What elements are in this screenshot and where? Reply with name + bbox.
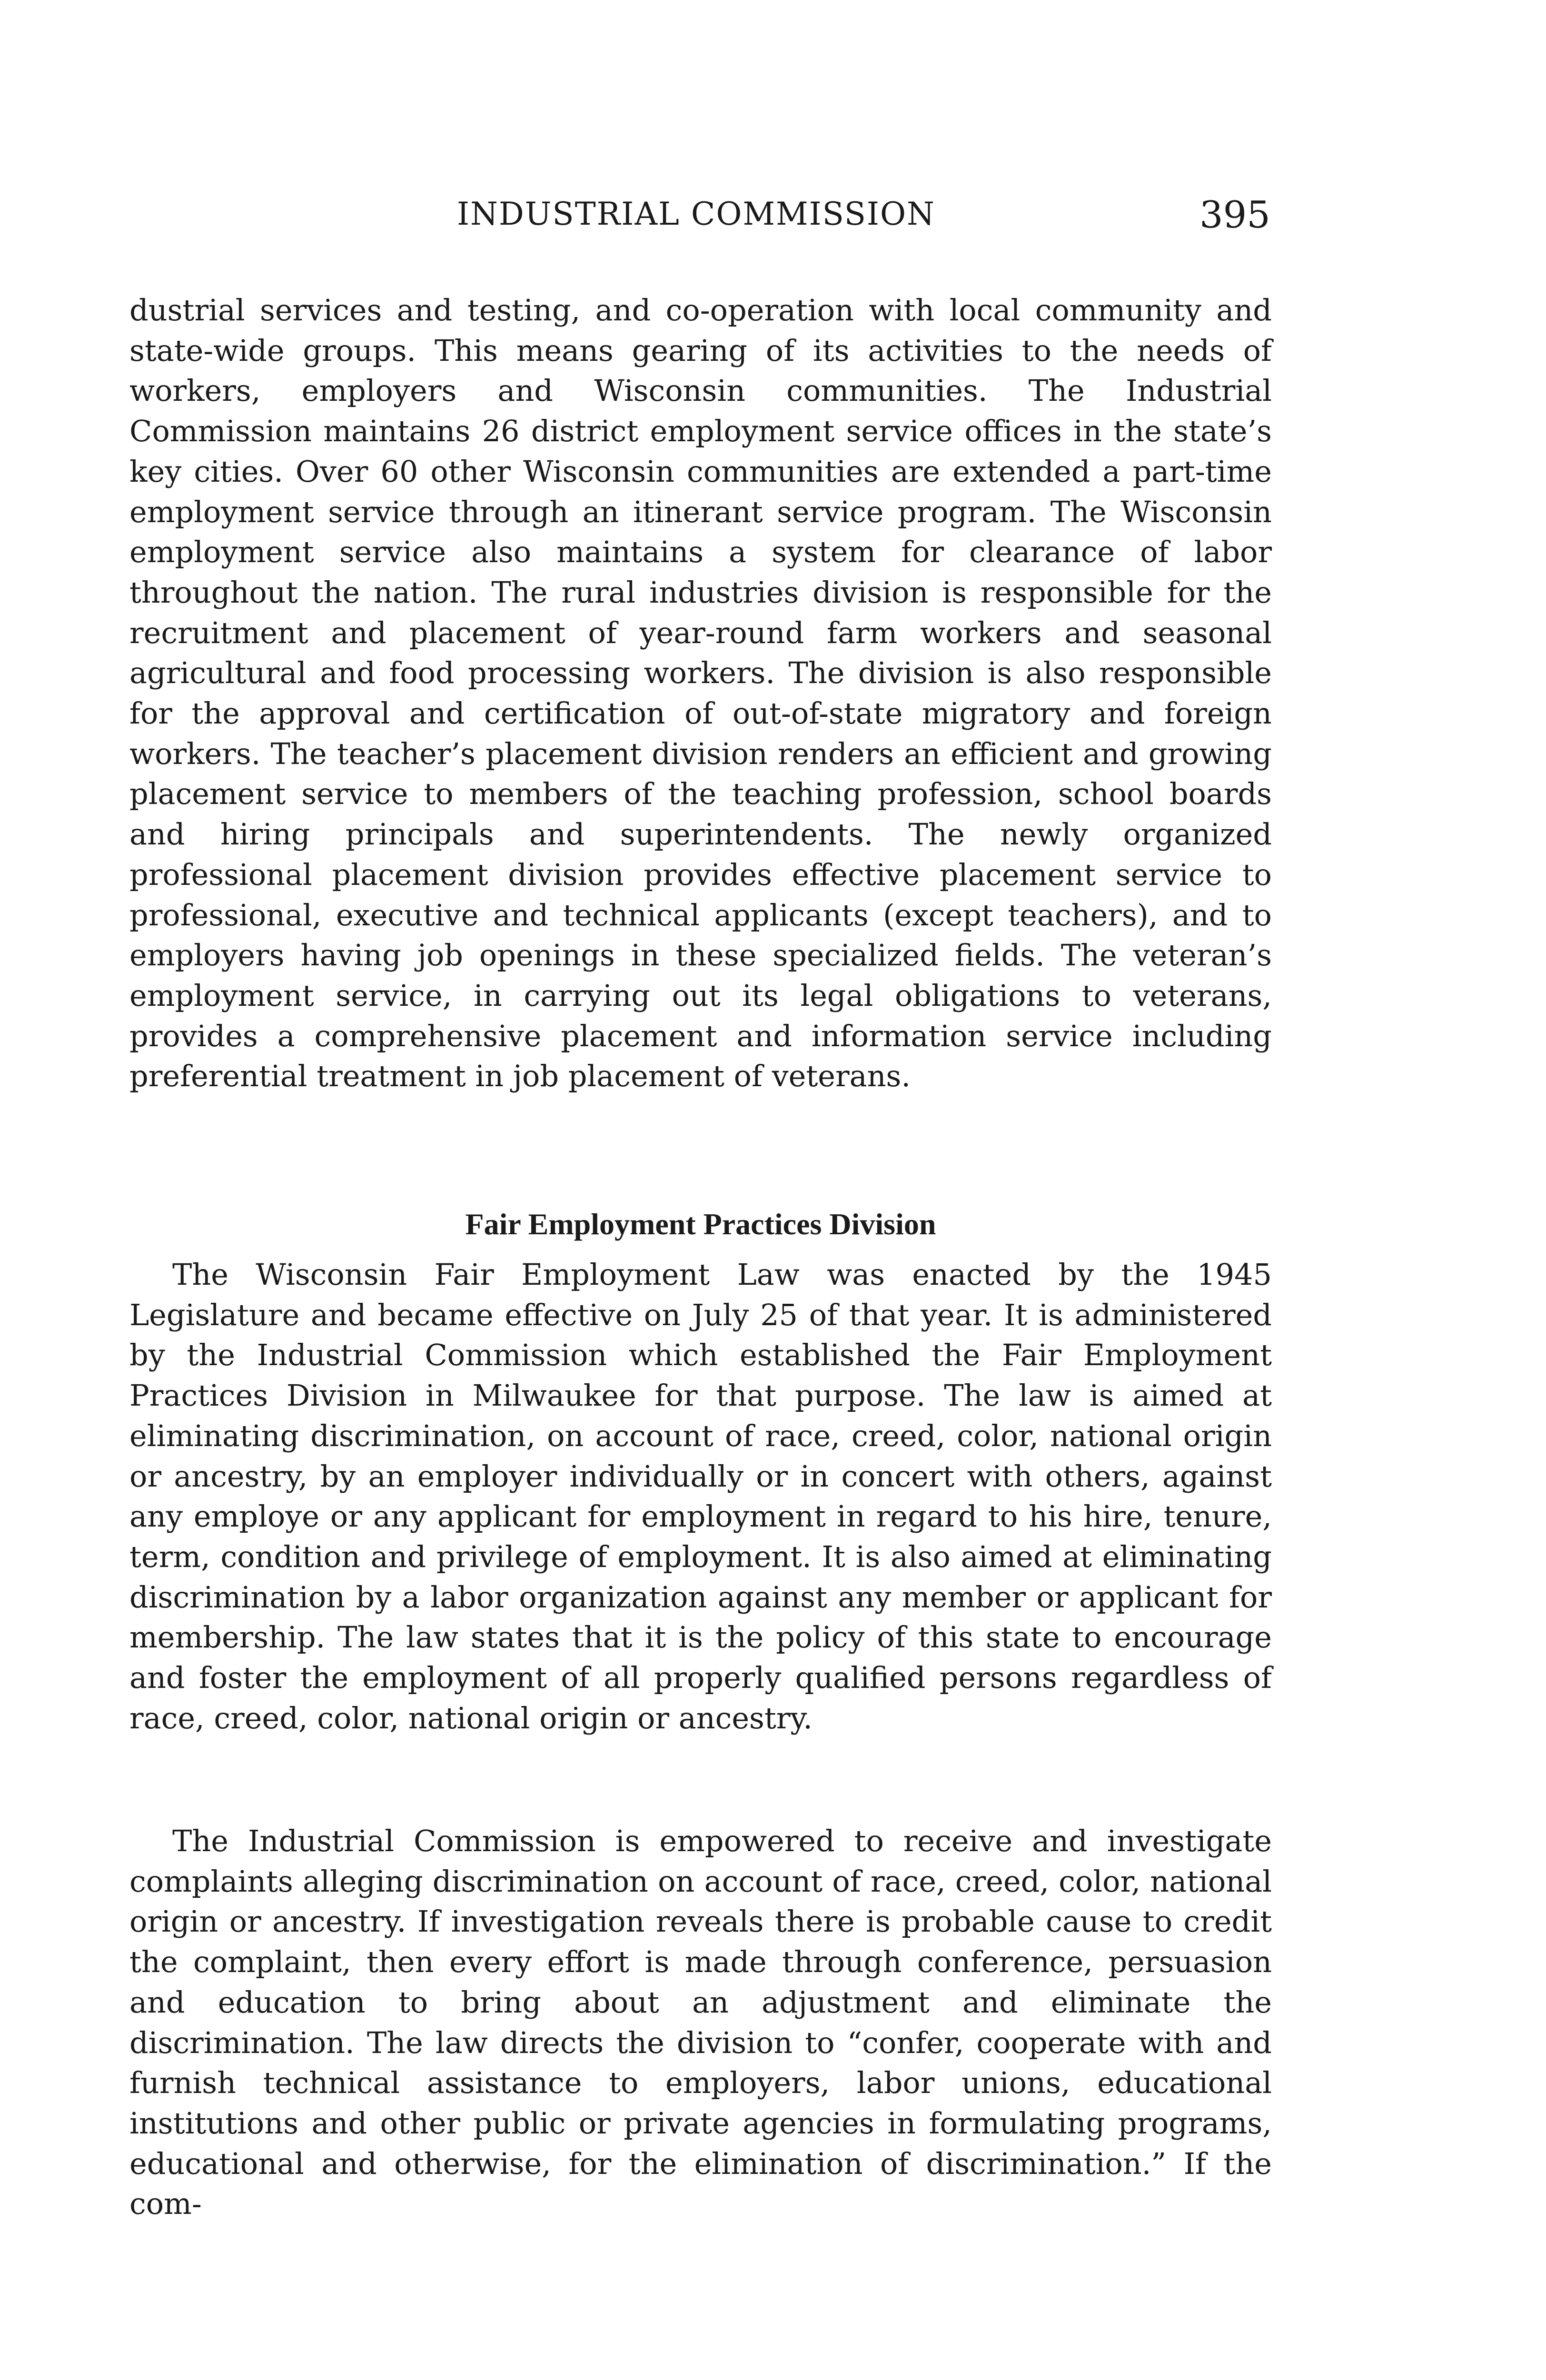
body-block-2 — [129, 1255, 1272, 1738]
paragraph-continued: dustrial services and testing, and co-operation with local community and state-wide groups. This means gearing of its activities to the needs of workers, employers and Wisconsin communities. The Industrial Commission maintains 26 district employment service offices in the state’s key cities. Over 60 other Wisconsin communities are extended a part-time employment service through an itinerant service program. The Wisconsin employment service also maintains a system for clearance of labor throughout the nation. The rural industries division is responsible for the recruitment and placement of year-round farm workers and seasonal agricultural and food processing workers. The division is also responsible for the approval and certification of out-of-state migratory and foreign workers. The teacher’s placement division renders an efficient and growing placement service to members of the teaching profession, school boards and hiring principals and superintendents. The newly organized professional placement division provides effective placement service to professional, executive and technical applicants (except teachers), and to employers having job openings in these specialized fields. The veteran’s employment service, in carrying out its legal obligations to veterans, provides a comprehensive placement and information service including preferential treatment in job placement of veterans. — [129, 293, 1272, 1094]
section-heading: Fair Employment Practices Division — [465, 1207, 936, 1241]
body-block-3 — [129, 1821, 1272, 2224]
paragraph-commission-powers: The Industrial Commission is empowered to receive and investigate complaints alleging discrimination on account of race, creed, color, national origin or ancestry. If investigation reveals there is probable cause to credit the complaint, then every effort is made through conference, persuasion and education to bring about an adjustment and eliminate the discrimination. The law directs the division to “confer, cooperate with and furnish technical assistance to employers, labor unions, educational institutions and other public or private agencies in formulating programs, educational and otherwise, for the elimination of discrimination.” If the com- — [129, 1824, 1272, 2221]
page-number: 395 — [1199, 194, 1270, 237]
body-block-1 — [129, 290, 1272, 1097]
running-head: INDUSTRIAL COMMISSION — [457, 196, 935, 232]
paragraph-fair-employment-law: The Wisconsin Fair Employment Law was enacted by the 1945 Legislature and became effective on July 25 of that year. It is administered by the Industrial Commission which established the Fair Employment Practices Division in Milwaukee for that purpose. The law is aimed at eliminating discrimination, on account of race, creed, color, national origin or ancestry, by an employer individually or in concert with others, against any employe or any applicant for employment in regard to his hire, tenure, term, condition and privilege of employment. It is also aimed at eliminating discrimination by a labor organization against any member or applicant for membership. The law states that it is the policy of this state to encourage and foster the employment of all properly qualified persons regardless of race, creed, color, national origin or ancestry. — [129, 1257, 1272, 1735]
